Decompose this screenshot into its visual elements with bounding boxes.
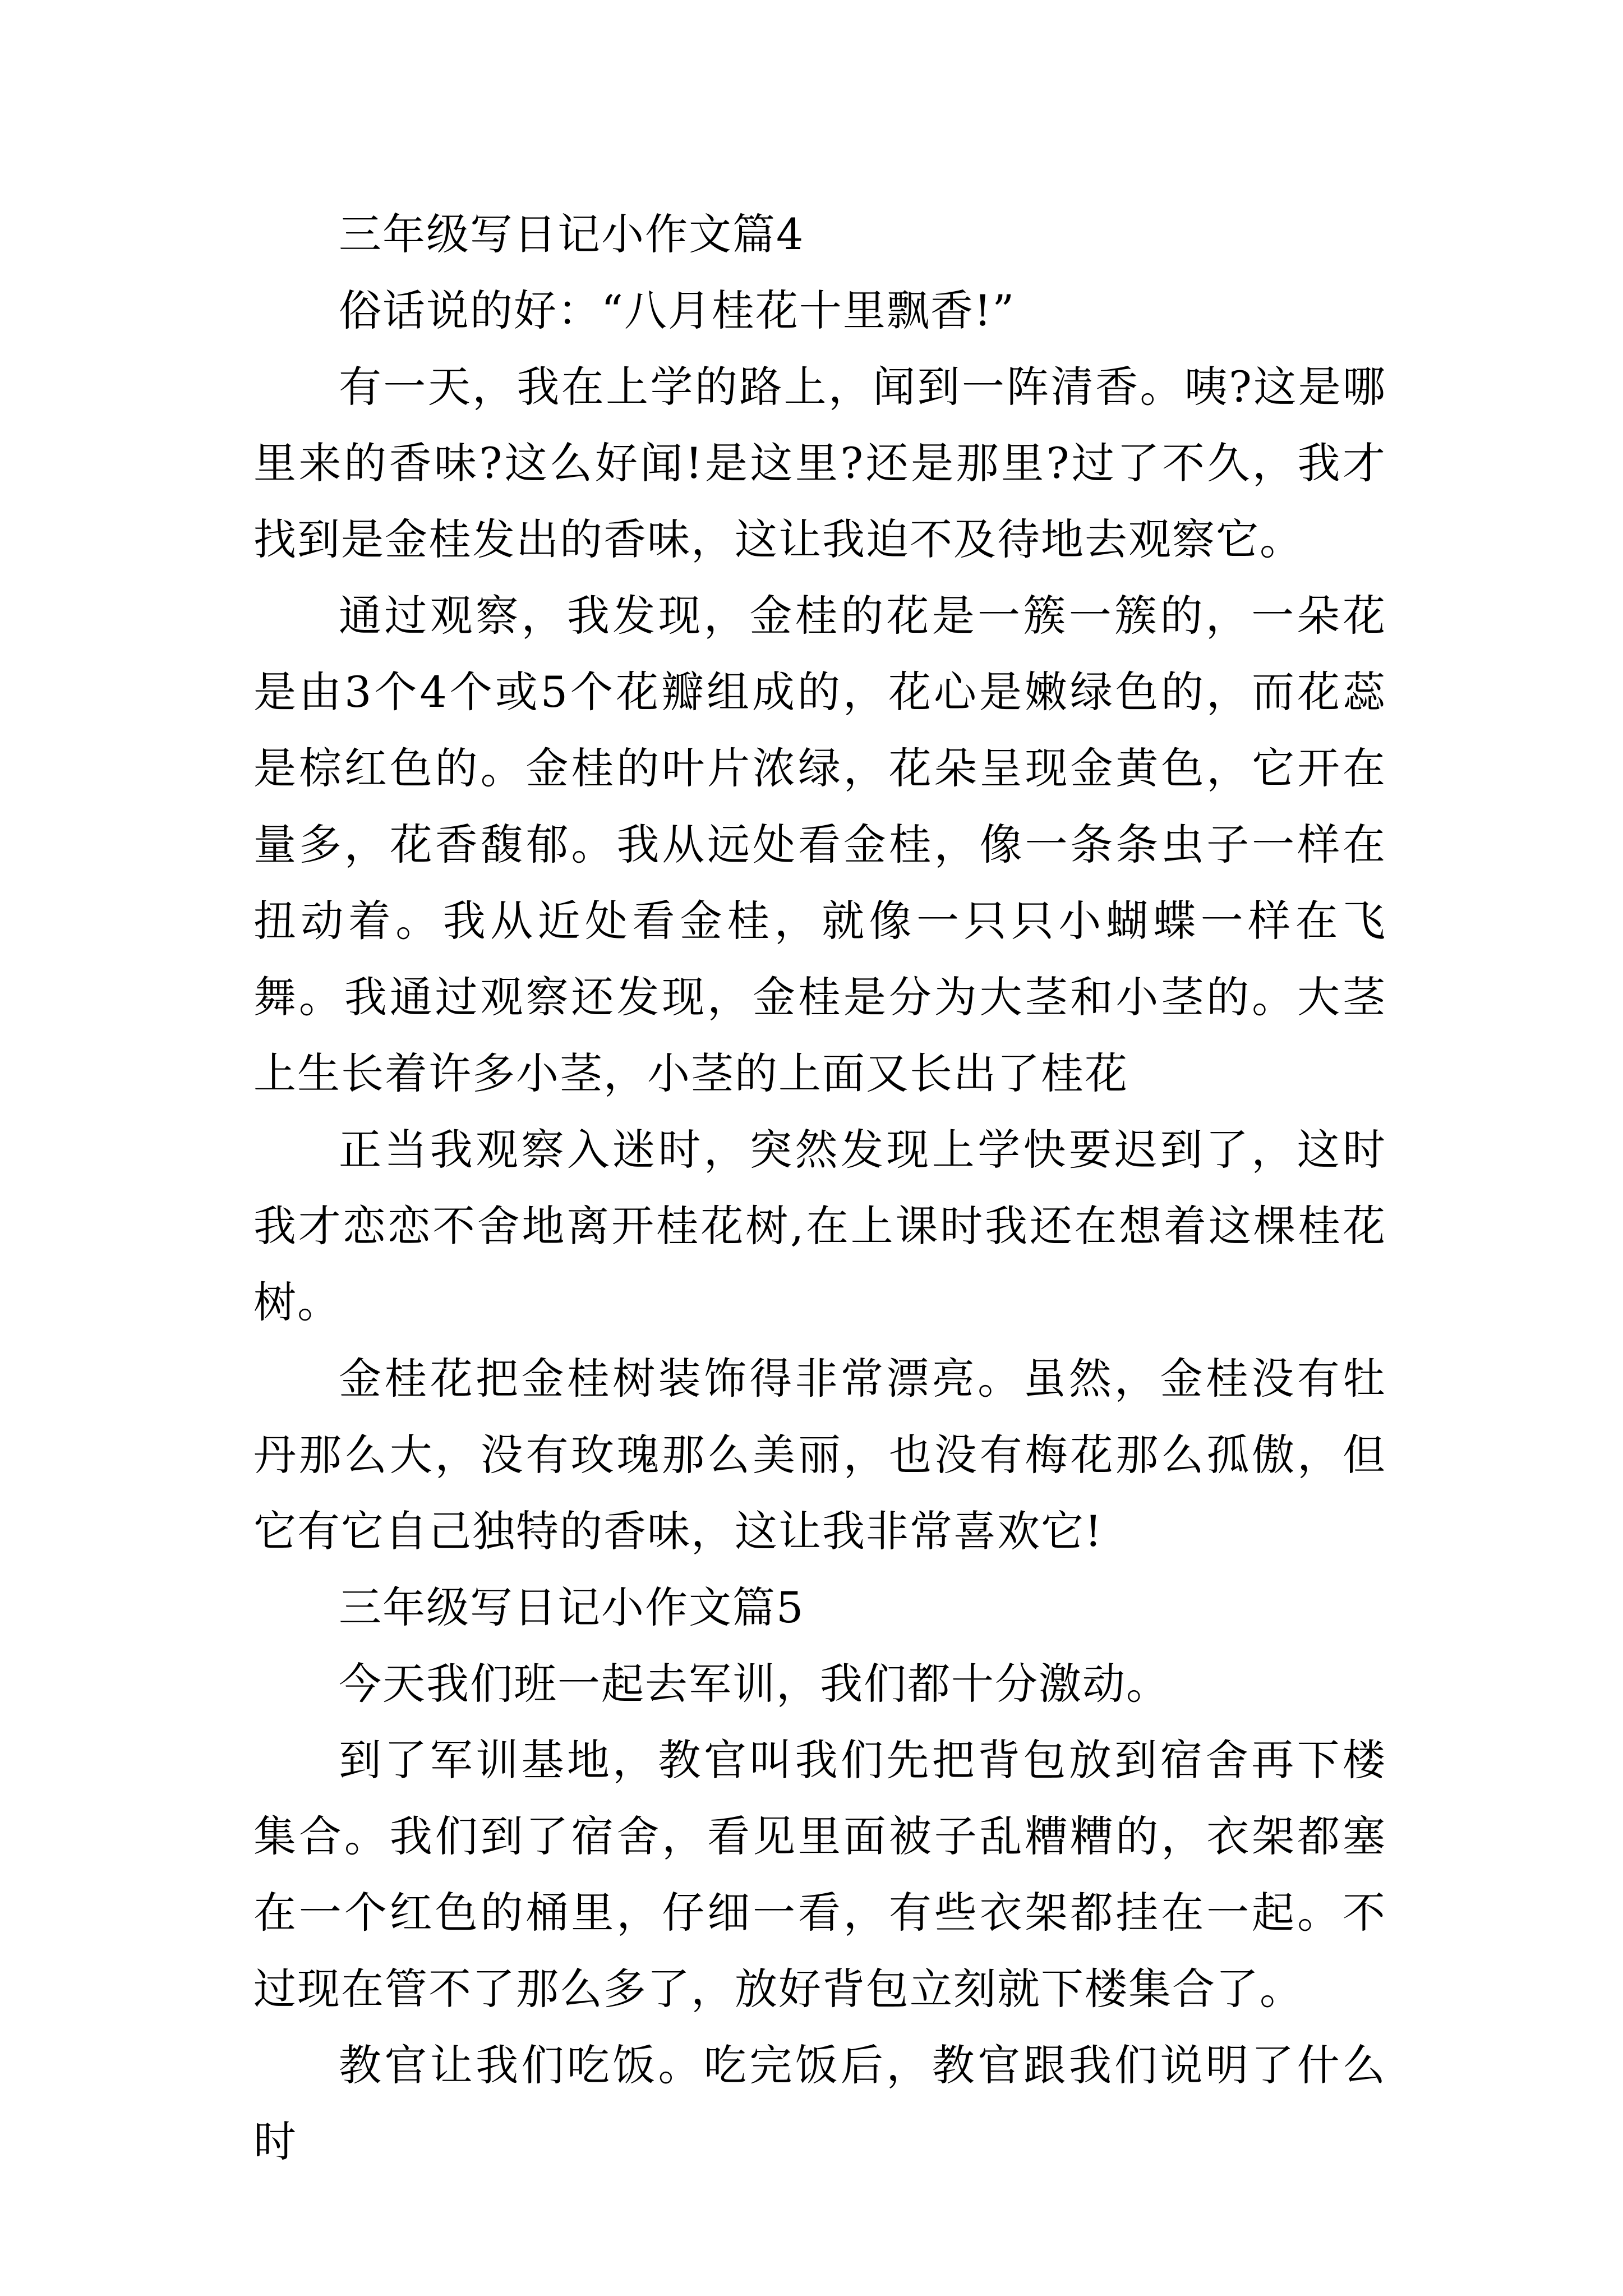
paragraph-late-for-school: 正当我观察入迷时，突然发现上学快要迟到了，这时我才恋恋不舍地离开桂花树,在上课时我还在想着这棵桂花树。 xyxy=(253,1125,1386,1327)
paragraph-proverb: 俗话说的好：“八月桂花十里飘香!” xyxy=(339,286,1016,335)
section-heading-4: 三年级写日记小作文篇4 xyxy=(339,209,805,259)
section-heading-5: 三年级写日记小作文篇5 xyxy=(339,1582,805,1632)
paragraph-conclusion: 金桂花把金桂树装饰得非常漂亮。虽然，金桂没有牡丹那么大，没有玫瑰那么美丽，也没有梅花那么孤傲，但它有它自己独特的香味，这让我非常喜欢它! xyxy=(253,1354,1386,1556)
paragraph-fragrance: 有一天，我在上学的路上，闻到一阵清香。咦?这是哪里来的香味?这么好闻!是这里?还是那里?过了不久，我才找到是金桂发出的香味，这让我迫不及待地去观察它。 xyxy=(253,362,1386,564)
paragraph-meal: 教官让我们吃饭。吃完饭后，教官跟我们说明了什么时 xyxy=(253,2040,1386,2166)
document-body xyxy=(253,196,1386,2180)
paragraph-dormitory: 到了军训基地，教官叫我们先把背包放到宿舍再下楼集合。我们到了宿舍，看见里面被子乱糟糟的，衣架都塞在一个红色的桶里，仔细一看，有些衣架都挂在一起。不过现在管不了那么多了，放好背包立刻就下楼集合了。 xyxy=(253,1735,1386,2014)
paragraph-observation: 通过观察，我发现，金桂的花是一簇一簇的，一朵花是由3个4个或5个花瓣组成的，花心是嫩绿色的，而花蕊是棕红色的。金桂的叶片浓绿，花朵呈现金黄色，它开在量多，花香馥郁。我从远处看金桂，像一条条虫子一样在扭动着。我从近处看金桂，就像一只只小蝴蝶一样在飞舞。我通过观察还发现，金桂是分为大茎和小茎的。大茎上生长着许多小茎，小茎的上面又长出了桂花 xyxy=(253,591,1386,1098)
paragraph-military-training: 今天我们班一起去军训，我们都十分激动。 xyxy=(339,1659,1170,1709)
